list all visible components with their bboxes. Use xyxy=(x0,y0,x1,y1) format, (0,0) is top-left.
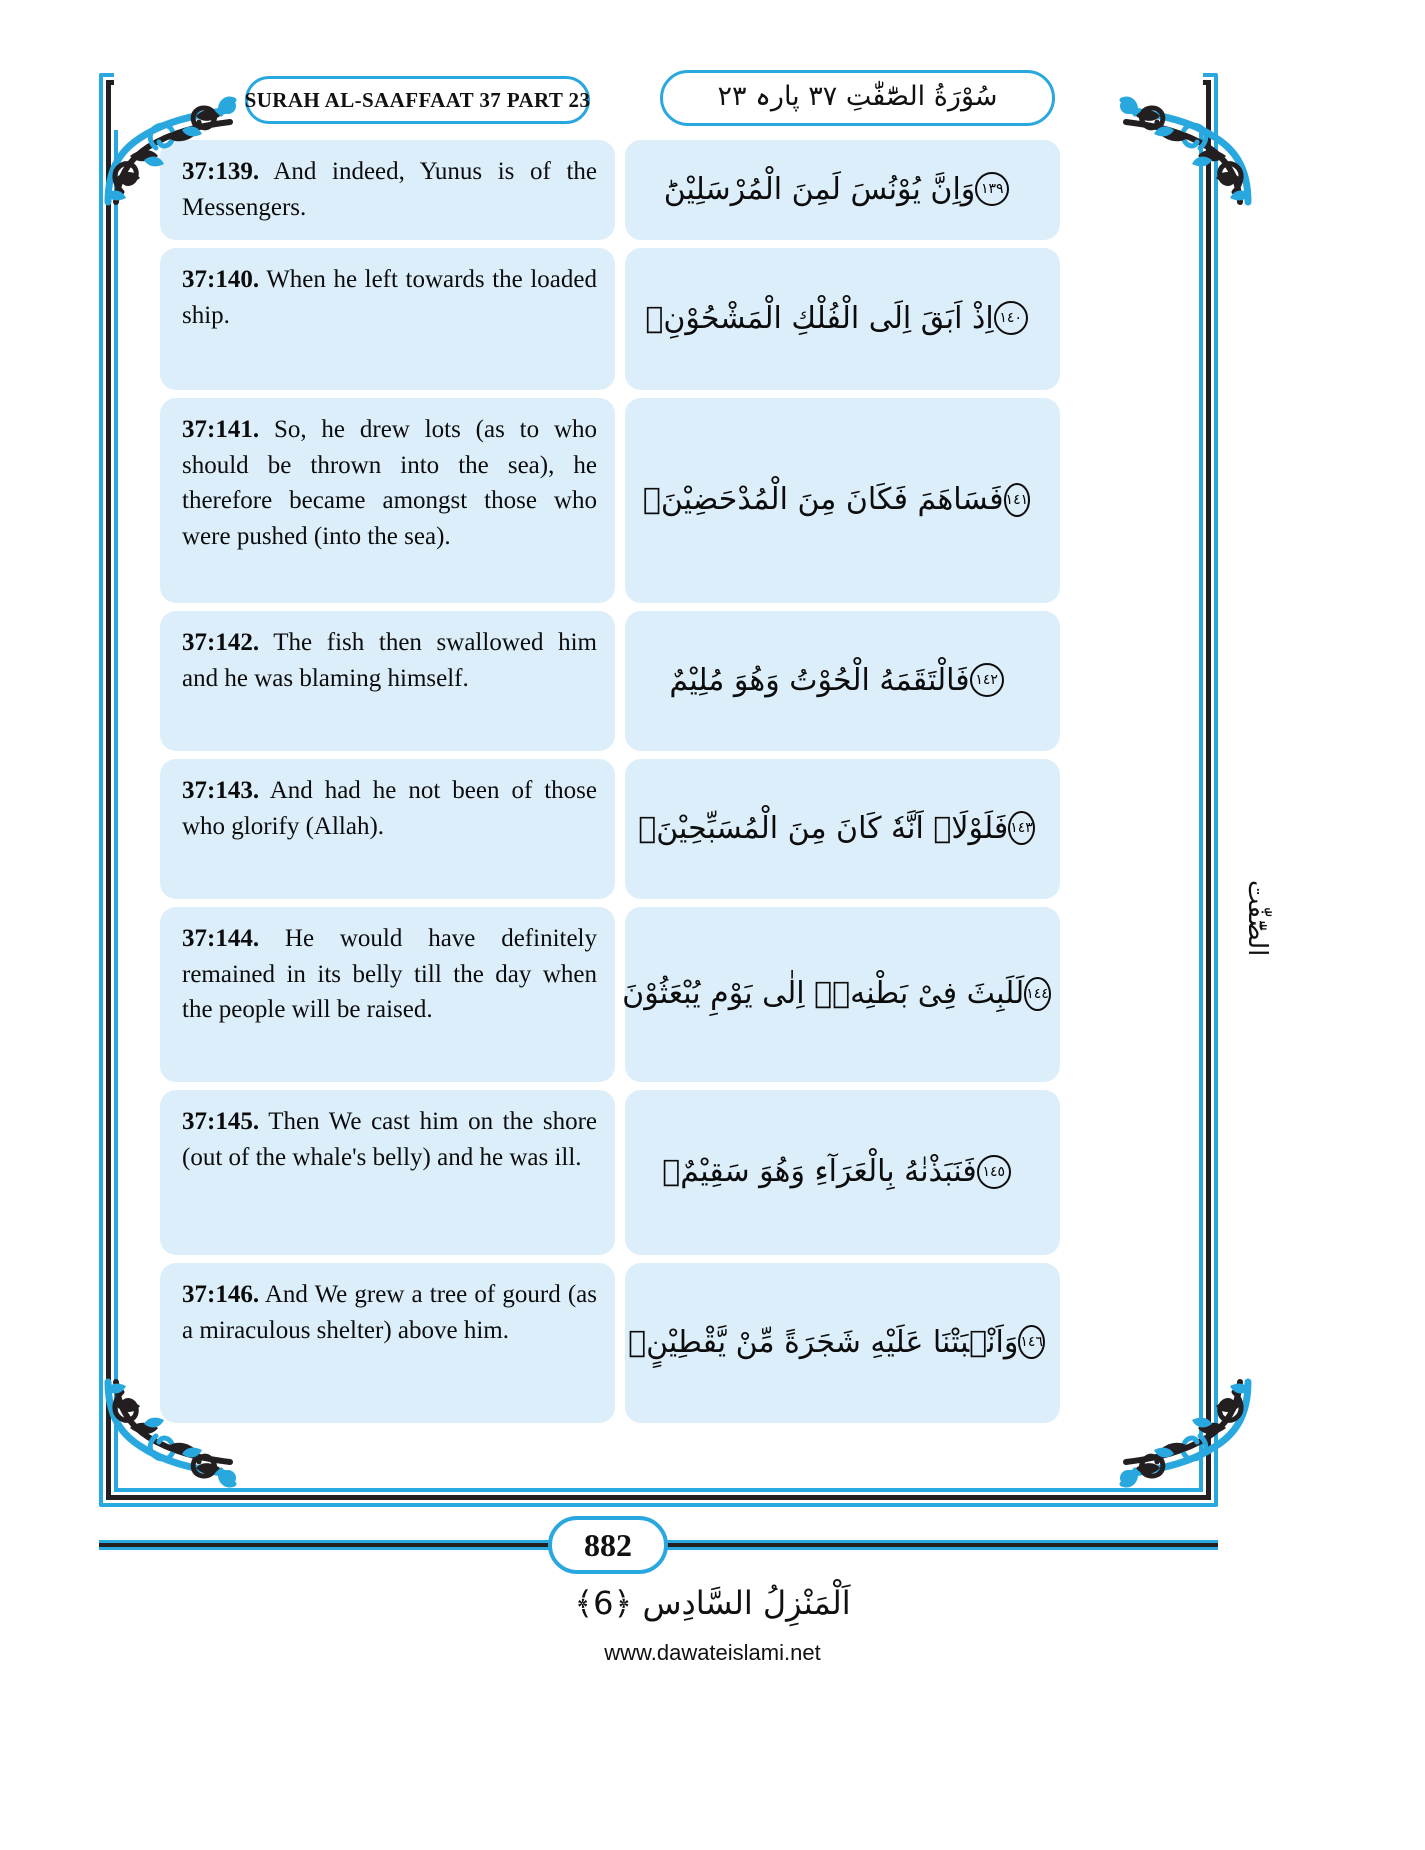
verse-number: 37:145. xyxy=(182,1108,260,1135)
verse-arabic-text: اِذْ اَبَقَ اِلَى الْفُلْكِ الْمَشْحُوْنِۙ xyxy=(645,300,994,336)
verse-translation-text: He would have definitely remained in its belly till the day when the people will be raised. xyxy=(182,925,597,1023)
table-row xyxy=(160,907,1160,1082)
surah-name-margin-label: الصّٰٓفّٰت xyxy=(1242,880,1272,957)
verse-translation-cell[interactable] xyxy=(160,248,615,390)
verse-number: 37:143. xyxy=(182,777,260,804)
surah-title-english-pill xyxy=(245,76,590,124)
surah-title-arabic: سُوْرَةُ الصّٰٓفّٰتِ ٣٧ پارہ ٢٣ xyxy=(717,80,998,112)
verse-number: 37:140. xyxy=(182,266,260,293)
table-row xyxy=(160,611,1160,751)
table-row xyxy=(160,248,1160,390)
verse-translation-cell[interactable] xyxy=(160,1263,615,1423)
ayah-number-marker: ١٤٠ xyxy=(994,301,1028,335)
table-row xyxy=(160,140,1160,240)
ayah-number-marker: ١٤٢ xyxy=(970,663,1004,697)
ayah-number-marker: ١٤٥ xyxy=(977,1155,1011,1189)
verse-number: 37:139. xyxy=(182,158,260,185)
verse-table xyxy=(160,140,1160,1431)
verse-arabic-text: وَاَنْۢبَتْنَا عَلَیْهِ شَجَرَةً مِّنْ یَّقْطِیْنٍۚ xyxy=(628,1324,1019,1360)
verse-translation-cell[interactable] xyxy=(160,1090,615,1255)
verse-arabic-cell[interactable] xyxy=(622,907,1060,1082)
manzil-label: اَلْمَنْزِلُ السَّادِس ﴿6﴾ xyxy=(574,1584,851,1622)
verse-number: 37:142. xyxy=(182,629,260,656)
verse-arabic-text: وَاِنَّ يُوْنُسَ لَمِنَ الْمُرْسَلِیْنَؕ xyxy=(663,171,976,207)
verse-arabic-cell[interactable] xyxy=(625,398,1060,603)
verse-arabic-cell[interactable] xyxy=(625,1263,1060,1423)
surah-title-arabic-pill xyxy=(660,70,1055,126)
verse-translation-text: And We grew a tree of gourd (as a miraculous shelter) above him. xyxy=(182,1281,597,1344)
table-row xyxy=(160,1263,1160,1423)
table-row xyxy=(160,759,1160,899)
verse-translation-text: When he left towards the loaded ship. xyxy=(182,266,597,329)
verse-translation-text: And indeed, Yunus is of the Messengers. xyxy=(182,158,597,221)
verse-translation-cell[interactable] xyxy=(160,140,615,240)
verse-arabic-cell[interactable] xyxy=(625,611,1060,751)
verse-translation-cell[interactable] xyxy=(160,398,615,603)
ayah-number-marker: ١٤٦ xyxy=(1018,1325,1045,1359)
verse-arabic-cell[interactable] xyxy=(625,1090,1060,1255)
verse-arabic-text: فَنَبَذْنٰهُ بِالْعَرَآءِ وَهُوَ سَقِیْمٌۚ xyxy=(662,1154,977,1189)
verse-number: 37:141. xyxy=(182,416,260,443)
verse-arabic-text: فَسَاهَمَ فَكَانَ مِنَ الْمُدْحَضِیْنَۚ xyxy=(642,482,1004,517)
website-url[interactable]: www.dawateislami.net xyxy=(604,1640,821,1665)
ayah-number-marker: ١٤٣ xyxy=(1008,811,1035,845)
ayah-number-marker: ١٣٩ xyxy=(975,172,1009,206)
verse-translation-text: The fish then swallowed him and he was blaming himself. xyxy=(182,629,597,692)
page-number: 882 xyxy=(584,1526,632,1563)
verse-translation-text: So, he drew lots (as to who should be thrown into the sea), he therefore became amongst those who were pushed (into the sea). xyxy=(182,416,598,550)
verse-arabic-text: فَلَوْلَاۤ اَنَّهٗ كَانَ مِنَ الْمُسَبِّحِیْنَۙ xyxy=(638,810,1009,846)
verse-translation-text: Then We cast him on the shore (out of the whale's belly) and he was ill. xyxy=(182,1108,597,1171)
verse-translation-cell[interactable] xyxy=(160,907,615,1082)
verse-arabic-cell[interactable] xyxy=(625,759,1060,899)
verse-arabic-text: فَالْتَقَمَهُ الْحُوْتُ وَهُوَ مُلِیْمٌ xyxy=(669,662,970,698)
ayah-number-marker: ١٤١ xyxy=(1004,483,1031,517)
table-row xyxy=(160,1090,1160,1255)
verse-arabic-text: لَلَبِثَ فِیْ بَطْنِهٖۤ اِلٰى یَوْمِ یُبْعَثُوْنَ xyxy=(622,976,1025,1011)
verse-number: 37:146. xyxy=(182,1281,260,1308)
verse-arabic-cell[interactable] xyxy=(625,248,1060,390)
surah-title-english: SURAH AL-SAAFFAAT 37 PART 23 xyxy=(244,87,591,112)
verse-translation-cell[interactable] xyxy=(160,759,615,899)
ayah-number-marker: ١٤٤ xyxy=(1024,977,1051,1011)
verse-translation-text: And had he not been of those who glorify (Allah). xyxy=(182,777,598,840)
table-row xyxy=(160,398,1160,603)
verse-translation-cell[interactable] xyxy=(160,611,615,751)
page-number-badge xyxy=(548,1516,668,1574)
verse-arabic-cell[interactable] xyxy=(625,140,1060,240)
verse-number: 37:144. xyxy=(182,925,260,952)
